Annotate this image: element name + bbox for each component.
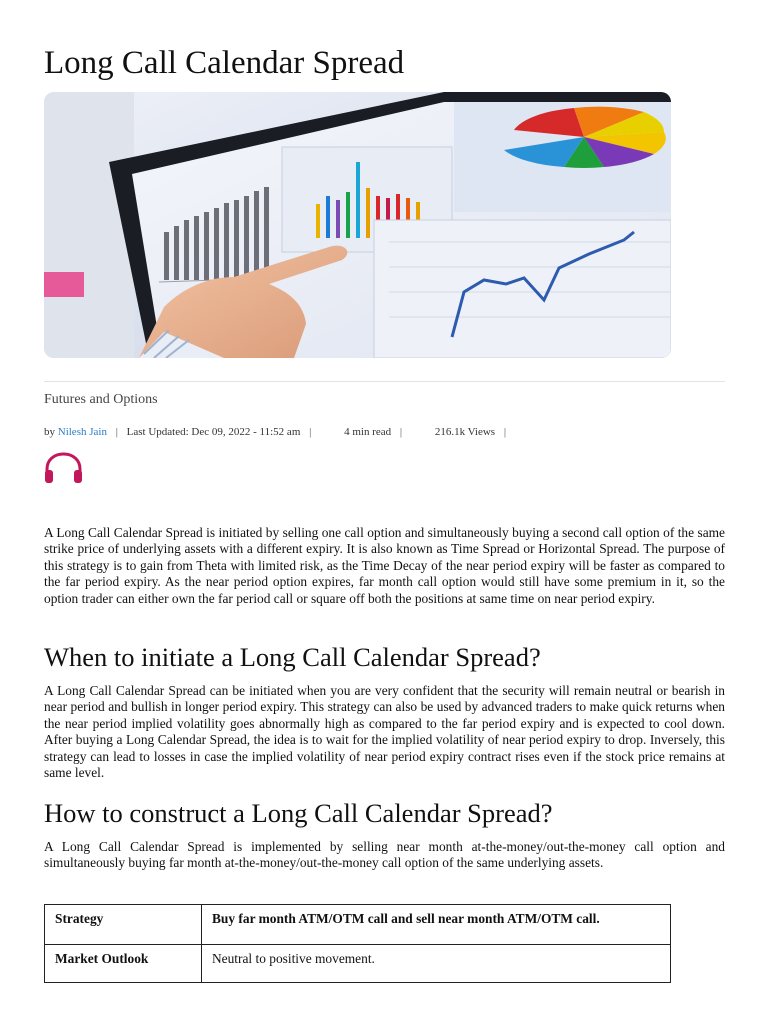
section-heading-how: How to construct a Long Call Calendar Spread? (44, 798, 553, 828)
byline-prefix: by (44, 426, 55, 438)
table-label: Market Outlook (45, 945, 202, 983)
strategy-table (44, 904, 671, 983)
table-row (45, 945, 671, 983)
read-time: 4 min read (344, 426, 392, 438)
meta-separator: | (309, 426, 312, 438)
section-paragraph-when: A Long Call Calendar Spread can be initiated when you are very confident that the security will remain neutral or bearish in near period and bullish in longer period expiry. This strategy can also be used by advanced traders to make quick returns when the near period implied volatility goes abnormally high as compared to the far period expiry and is expected to cool down. After buying a Long Calendar Spread, the idea is to wait for the implied volatility of near period expiry to drop. Inversely, this strategy can lead to losses in case the implied volatility of near period expiry contract rises even if the stock price remains at same level. (44, 683, 725, 781)
section-paragraph-how: A Long Call Calendar Spread is implemented by selling near month at-the-money/out-the-money call option and simultaneously buying far month at-the-money/out-the-money call option of the same underlying assets. (44, 839, 725, 871)
last-updated: Last Updated: Dec 09, 2022 - 11:52 am (126, 426, 301, 438)
divider (44, 381, 725, 382)
meta-separator: | (399, 426, 403, 438)
author-link[interactable]: Nilesh Jain (57, 426, 107, 438)
headphones-icon[interactable] (44, 452, 84, 484)
meta-separator: | (115, 426, 118, 438)
meta-separator: | (503, 426, 507, 438)
table-label: Strategy (45, 905, 202, 945)
article-meta (44, 426, 512, 438)
table-value: Neutral to positive movement. (202, 945, 671, 983)
article-title: Long Call Calendar Spread (44, 45, 405, 81)
hero-image (44, 92, 671, 358)
view-count: 216.1k Views (434, 426, 496, 438)
table-row (45, 905, 671, 945)
category-link[interactable]: Futures and Options (44, 392, 158, 407)
intro-paragraph: A Long Call Calendar Spread is initiated by selling one call option and simultaneously buying a second call option of the same strike price of underlying assets with a different expiry. It is also known as Time Spread or Horizontal Spread. The purpose of this strategy is to gain from Theta with limited risk, as the Time Decay of the near period expiry will be faster as compared to the far period expiry. As the near period option expires, far month call option would still have some premium in it, so the option trader can either own the far period call or square off both the positions at same time on near period expiry. (44, 525, 725, 606)
table-value: Buy far month ATM/OTM call and sell near month ATM/OTM call. (202, 905, 671, 945)
section-heading-when: When to initiate a Long Call Calendar Spread? (44, 642, 541, 672)
